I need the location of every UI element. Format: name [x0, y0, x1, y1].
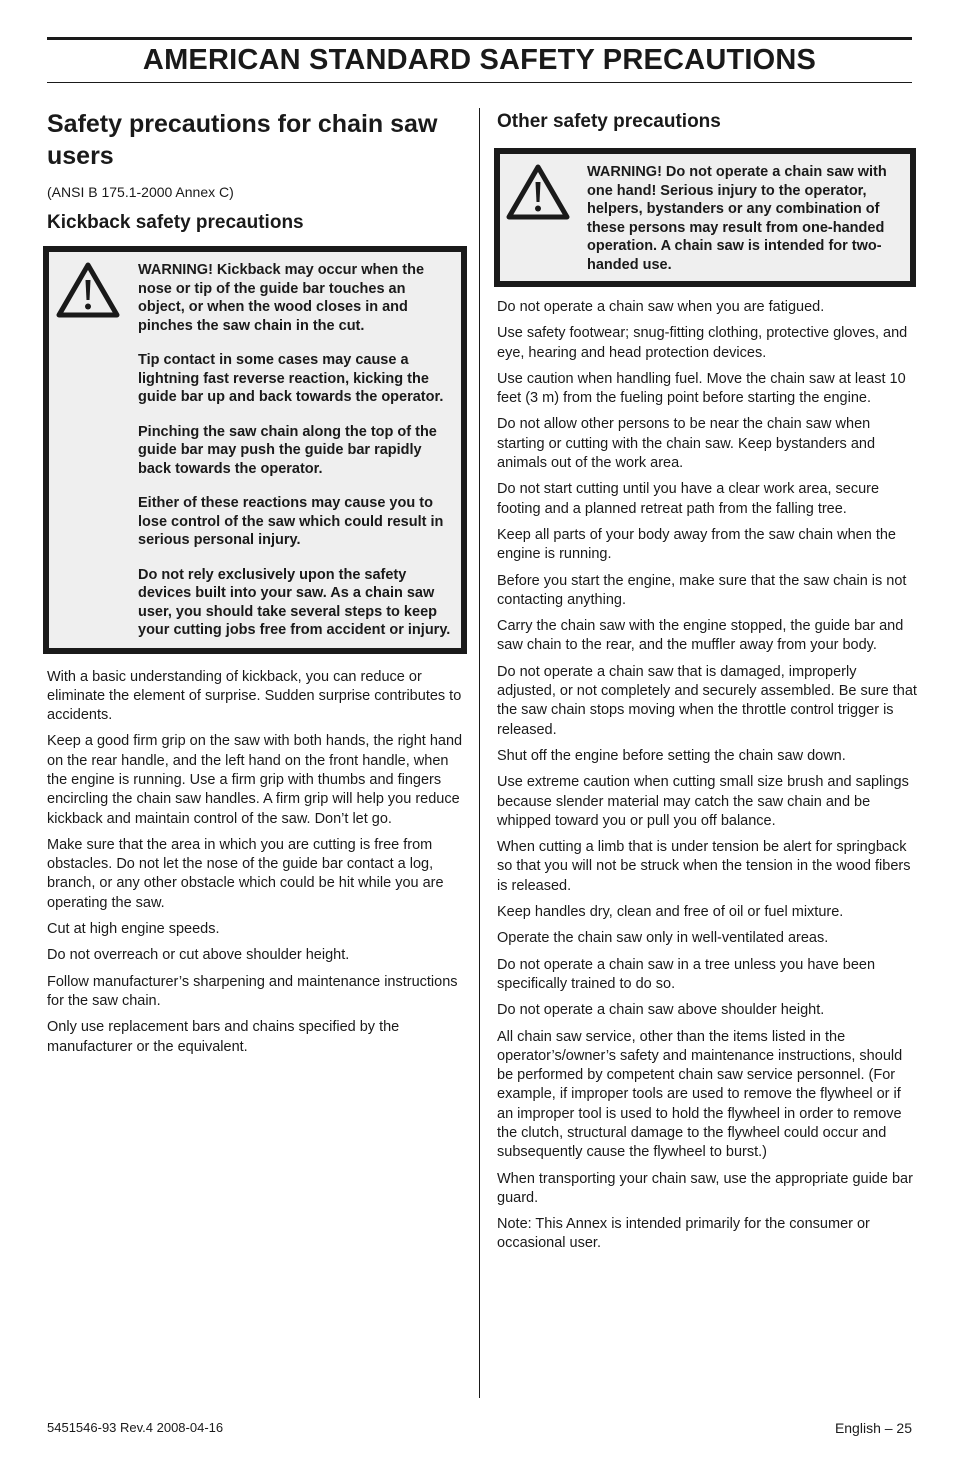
body-paragraph: Keep handles dry, clean and free of oil or fuel mixture. [497, 904, 844, 921]
kickback-paragraphs [47, 668, 465, 1057]
body-paragraph: When cutting a limb that is under tension be alert for springback so that you will not be struck when the tension in the wood fibers is released. [497, 839, 911, 894]
body-paragraph: Shut off the engine before setting the chain saw down. [497, 747, 846, 764]
body-paragraph: Only use replacement bars and chains specified by the manufacturer or the equivalent. [47, 1019, 400, 1055]
body-paragraph: Carry the chain saw with the engine stopped, the guide bar and saw chain to the rear, and the muffler away from your body. [497, 618, 904, 654]
ansi-reference: (ANSI B 175.1-2000 Annex C) [47, 184, 234, 200]
body-paragraph: Use extreme caution when cutting small size brush and saplings because slender material may catch the saw chain and be whipped toward you or pull you off balance. [497, 774, 909, 829]
body-paragraph: Keep a good firm grip on the saw with both hands, the right hand on the rear handle, and the left hand on the front handle, when the engine is running. Use a firm grip with thumbs and fingers encircling the chain saw handles. A firm grip will help you reduce kickback and maintain control of the saw. Don’t let go. [47, 733, 463, 827]
body-paragraph: All chain saw service, other than the items listed in the operator’s/owner’s safety and maintenance instructions, should be performed by competent chain saw service personnel. (For example, if improper tools are used to remove the flywheel or if an improper tool is used to hold the flywheel in order to remove the clutch, structural damage to the flywheel could occur and subsequently cause the flywheel to burst.) [497, 1028, 903, 1161]
section-title: Safety precautions for chain saw users [47, 110, 438, 170]
body-paragraph: Cut at high engine speeds. [47, 921, 220, 938]
body-paragraph: Do not allow other persons to be near the chain saw when starting or cutting with the chain saw. Keep bystanders and animals out of the work area. [497, 416, 876, 472]
warning-paragraph: Either of these reactions may cause you to lose control of the saw which could result in serious personal injury. [138, 495, 444, 548]
body-paragraph: Note: This Annex is intended primarily for the consumer or occasional user. [497, 1216, 870, 1252]
warning-triangle-icon [505, 162, 571, 227]
body-paragraph: Operate the chain saw only in well-ventilated areas. [497, 930, 829, 947]
body-paragraph: Do not operate a chain saw above shoulder height. [497, 1002, 825, 1019]
left-column [47, 108, 465, 1064]
body-paragraph: Do not operate a chain saw in a tree unless you have been specifically trained to do so. [497, 956, 876, 992]
one-hand-warning-box [494, 148, 916, 287]
body-paragraph: Make sure that the area in which you are cutting is free from obstacles. Do not let the nose of the guide bar contact a log, branch, or any other obstacle which could be hit while you are operating the saw. [47, 836, 444, 911]
warning-paragraph: Tip contact in some cases may cause a lightning fast reverse reaction, kicking the guide bar up and back towards the operator. [138, 352, 444, 405]
warning-paragraph: Pinching the saw chain along the top of the guide bar may push the guide bar rapidly back towards the operator. [138, 423, 437, 477]
footer-document-id: 5451546-93 Rev.4 2008-04-16 [47, 1420, 224, 1435]
body-paragraph: Use safety footwear; snug-fitting clothing, protective gloves, and eye, hearing and head protection devices. [497, 325, 908, 361]
body-paragraph: Do not start cutting until you have a clear work area, secure footing and a planned retreat path from the falling tree. [497, 481, 880, 517]
body-paragraph: Keep all parts of your body away from the saw chain when the engine is running. [497, 526, 896, 563]
warning-paragraph: Do not rely exclusively upon the safety devices built into your saw. As a chain saw user, you should take several steps to keep your cutting jobs free from accident or injury. [138, 566, 451, 638]
header-rule-bottom [47, 82, 912, 83]
body-paragraph: Before you start the engine, make sure that the saw chain is not contacting anything. [497, 572, 907, 608]
footer-page-number: English – 25 [834, 1420, 912, 1436]
body-paragraph: Follow manufacturer’s sharpening and maintenance instructions for the saw chain. [47, 973, 458, 1009]
warning-paragraph: WARNING! Kickback may occur when the nose or tip of the guide bar touches an object, or when the wood closes in and pinches the saw chain in the cut. [138, 262, 425, 334]
body-paragraph: With a basic understanding of kickback, you can reduce or eliminate the element of surprise. Sudden surprise contributes to accidents. [47, 668, 462, 724]
kickback-warning-box [43, 246, 467, 654]
body-paragraph: Do not operate a chain saw that is damaged, improperly adjusted, or not completely and securely assembled. Be sure that the saw chain stops moving when the throttle control trigger is released. [497, 663, 917, 738]
other-precautions-heading: Other safety precautions [497, 111, 721, 132]
body-paragraph: Do not overreach or cut above shoulder height. [47, 947, 350, 964]
kickback-heading: Kickback safety precautions [47, 212, 304, 233]
right-column [479, 108, 915, 1398]
body-paragraph: When transporting your chain saw, use the appropriate guide bar guard. [497, 1170, 913, 1206]
page-header-title: AMERICAN STANDARD SAFETY PRECAUTIONS [142, 44, 817, 76]
warning-triangle-icon [55, 260, 121, 325]
body-paragraph: Do not operate a chain saw when you are fatigued. [497, 299, 825, 315]
warning-paragraph: WARNING! Do not operate a chain saw with one hand! Serious injury to the operator, helpers, bystanders or any combination of these persons may result from one-handed operation. A chain saw is intended for two-handed use. [587, 164, 887, 273]
body-paragraph: Use caution when handling fuel. Move the chain saw at least 10 feet (3 m) from the fueling point before starting the engine. [497, 370, 906, 407]
other-precautions-paragraphs [497, 298, 917, 1254]
